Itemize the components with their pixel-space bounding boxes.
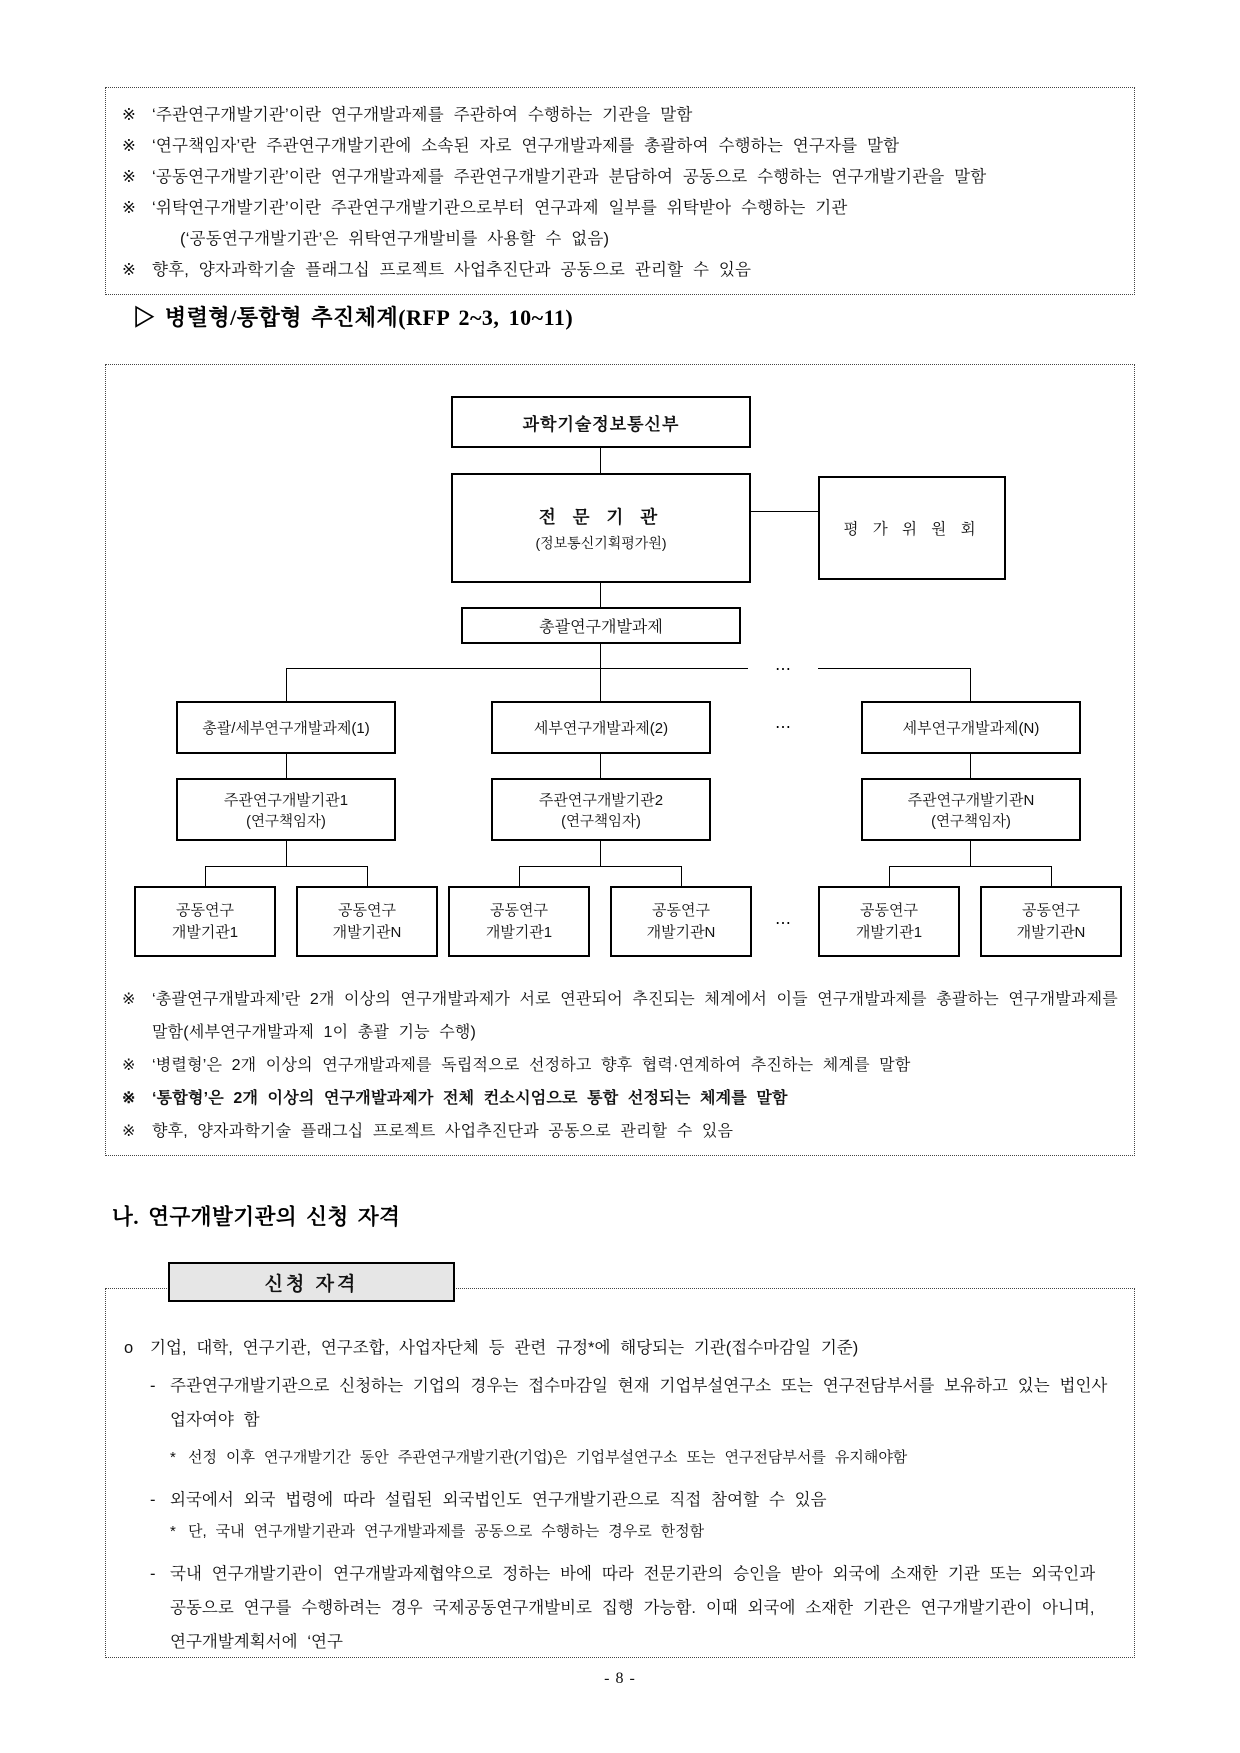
dash-bullet: - <box>150 1565 156 1583</box>
connector-line <box>970 841 971 866</box>
eligibility-item <box>150 1369 1116 1437</box>
eligibility-item <box>150 1483 1116 1517</box>
reference-mark: ※ <box>122 199 137 217</box>
chart-node-label: 개발기관N <box>1016 923 1086 941</box>
connector-line <box>1051 866 1052 886</box>
definition-text: ‘주관연구개발기관’이란 연구개발과제를 주관하여 수행하는 기관을 말함 <box>152 106 693 124</box>
chart-node-sublabel: (연구책임자) <box>561 813 641 830</box>
connector-line <box>681 866 682 886</box>
diagram-heading-text: 병렬형/통합형 추진체계(RFP 2~3, 10~11) <box>164 305 574 330</box>
eligibility-text: 기업, 대학, 연구기관, 연구조합, 사업자단체 등 관련 규정*에 해당되는 기관(접수마감일 기준) <box>150 1339 859 1357</box>
chart-node-sublabel: (연구책임자) <box>246 813 326 830</box>
chart-node-joint-org-1-N <box>296 886 438 957</box>
branch-ellipsis: ⋯ <box>775 661 793 678</box>
reference-mark: ※ <box>122 1123 136 1140</box>
eligibility-text: 단, 국내 연구개발기관과 연구개발과제를 공동으로 수행하는 경우로 한정함 <box>188 1523 705 1540</box>
triangle-bullet-icon: ▷ <box>133 305 156 330</box>
chart-node-joint-org-1-1 <box>134 886 276 957</box>
eligibility-subnote <box>170 1517 1116 1547</box>
connector-line <box>286 841 287 866</box>
chart-node-label: 개발기관1 <box>171 923 239 941</box>
branch-line <box>889 866 1051 867</box>
definition-line <box>122 193 1118 224</box>
branch-line <box>818 668 971 669</box>
chart-node-label: 세부연구개발과제(2) <box>533 720 669 737</box>
note-line <box>122 1115 1120 1148</box>
definition-line <box>122 131 1118 162</box>
reference-mark: ※ <box>122 1090 136 1107</box>
branch-line <box>286 668 748 669</box>
definitions-note-box <box>105 87 1135 295</box>
note-text: 향후, 양자과학기술 플래그십 프로젝트 사업추진단과 공동으로 관리할 수 있음 <box>152 1123 734 1140</box>
chart-node-master-project <box>461 607 741 644</box>
reference-mark: ※ <box>122 106 137 124</box>
chart-node-label: 공동연구 <box>338 901 396 919</box>
chart-node-lead-org-N <box>861 778 1081 841</box>
definition-text: ‘위탁연구개발기관’이란 주관연구개발기관으로부터 연구과제 일부를 위탁받아 수행하는 기관 <box>152 199 848 217</box>
note-text: ‘총괄연구개발과제’란 2개 이상의 연구개발과제가 서로 연관되어 추진되는 체계에서 이들 연구개발과제를 총괄하는 연구개발과제를 말함(세부연구개발과제 1이 총괄 기능 수행) <box>152 991 1118 1041</box>
note-line <box>122 1049 1120 1082</box>
asterisk-bullet: * <box>170 1449 176 1466</box>
chart-node-sublabel: (정보통신기획평가원) <box>535 534 667 551</box>
connector-line <box>600 644 601 668</box>
chart-node-lead-org-2 <box>491 778 711 841</box>
connector-line <box>600 668 601 701</box>
connector-line <box>519 866 520 886</box>
connector-line <box>205 866 206 886</box>
chart-node-label: 개발기관1 <box>855 923 923 941</box>
chart-node-label: 개발기관N <box>646 923 716 941</box>
connector-line <box>367 866 368 886</box>
eligibility-text: 선정 이후 연구개발기간 동안 주관연구개발기관(기업)은 기업부설연구소 또는 연구전담부서를 유지해야함 <box>188 1449 908 1466</box>
chart-node-label: 평 가 위 원 회 <box>843 521 981 538</box>
reference-mark: ※ <box>122 261 137 279</box>
definition-text: ‘공동연구개발기관’이란 연구개발과제를 주관연구개발기관과 분담하여 공동으로 수행하는 연구개발기관을 말함 <box>152 168 987 186</box>
definition-line <box>122 100 1118 131</box>
chart-node-joint-org-N-1 <box>818 886 960 957</box>
eligibility-text: 국내 연구개발기관이 연구개발과제협약으로 정하는 바에 따라 전문기관의 승인을 받아 외국에 소재한 기관 또는 외국인과 공동으로 연구를 수행하려는 경우 국제공동연구개발비로 집행 가능함. 이때 외국에 소재한 기관은 연구개발기관이 아니며, 연구개발계획서에 ‘연구 <box>170 1565 1096 1651</box>
chart-node-ministry <box>451 396 751 448</box>
chart-node-label: 전 문 기 관 <box>538 506 664 527</box>
connector-line <box>889 866 890 886</box>
chart-node-joint-org-2-1 <box>448 886 590 957</box>
chart-node-label: 공동연구 <box>490 901 548 919</box>
connector-line <box>286 668 287 701</box>
chart-node-label: 개발기관1 <box>485 923 553 941</box>
chart-node-label: 과학기술정보통신부 <box>522 414 680 434</box>
eligibility-text: 외국에서 외국 법령에 따라 설립된 외국법인도 연구개발기관으로 직접 참여할 수 있음 <box>170 1491 827 1509</box>
reference-mark: ※ <box>122 168 137 186</box>
chart-node-label: 공동연구 <box>652 901 710 919</box>
branch-line <box>519 866 681 867</box>
note-line-emphasized <box>122 1082 1120 1115</box>
structure-box <box>105 364 1135 1156</box>
reference-mark: ※ <box>122 991 136 1008</box>
eligibility-item <box>150 1557 1116 1659</box>
asterisk-bullet: * <box>170 1523 176 1540</box>
connector-line <box>600 841 601 866</box>
eligibility-label: 신청 자격 <box>168 1262 455 1302</box>
chart-node-joint-org-2-N <box>610 886 752 957</box>
connector-line <box>970 668 971 701</box>
definition-text: (‘공동연구개발기관’은 위탁연구개발비를 사용할 수 없음) <box>180 230 610 248</box>
section-heading: 나. 연구개발기관의 신청 자격 <box>112 1205 401 1229</box>
chart-node-label: 공동연구 <box>176 901 234 919</box>
chart-node-lead-org-1 <box>176 778 396 841</box>
reference-mark: ※ <box>122 137 137 155</box>
row-ellipsis: ⋯ <box>775 915 793 932</box>
definition-continuation-line <box>122 224 1118 255</box>
chart-node-label: 세부연구개발과제(N) <box>902 720 1040 737</box>
connector-line <box>600 583 601 607</box>
connector-line <box>286 754 287 778</box>
chart-node-label: 총괄연구개발과제 <box>539 619 663 636</box>
branch-line <box>205 866 367 867</box>
eligibility-text: 주관연구개발기관으로 신청하는 기업의 경우는 접수마감일 현재 기업부설연구소 또는 연구전담부서를 보유하고 있는 법인사업자여야 함 <box>170 1377 1108 1429</box>
chart-node-label: 총괄/세부연구개발과제(1) <box>202 720 370 737</box>
chart-node-agency <box>451 473 751 583</box>
eligibility-box <box>105 1288 1135 1658</box>
connector-line <box>600 448 601 473</box>
note-text: ‘통합형’은 2개 이상의 연구개발과제가 전체 컨소시엄으로 통합 선정되는 체계를 말함 <box>152 1090 788 1107</box>
dash-bullet: - <box>150 1377 156 1395</box>
connector-line <box>600 754 601 778</box>
chart-node-label: 공동연구 <box>860 901 918 919</box>
connector-line <box>970 754 971 778</box>
chart-node-sublabel: (연구책임자) <box>931 813 1011 830</box>
chart-node-subproject-N <box>861 701 1081 754</box>
chart-node-joint-org-N-N <box>980 886 1122 957</box>
chart-node-label: 주관연구개발기관2 <box>538 791 664 809</box>
chart-node-committee <box>818 476 1006 580</box>
definition-line <box>122 255 1118 286</box>
org-chart <box>106 365 1134 977</box>
eligibility-subnote <box>170 1443 1116 1473</box>
definition-text: 향후, 양자과학기술 플래그십 프로젝트 사업추진단과 공동으로 관리할 수 있음 <box>152 261 752 279</box>
connector-line <box>751 511 818 512</box>
row-ellipsis: ⋯ <box>775 719 793 736</box>
note-line <box>122 983 1120 1049</box>
chart-node-label: 공동연구 <box>1022 901 1080 919</box>
chart-node-label: 개발기관N <box>332 923 402 941</box>
dash-bullet: - <box>150 1491 156 1509</box>
chart-node-label: 주관연구개발기관N <box>907 791 1035 809</box>
chart-node-label: 주관연구개발기관1 <box>223 791 349 809</box>
definition-text: ‘연구책임자’란 주관연구개발기관에 소속된 자로 연구개발과제를 총괄하여 수행하는 연구자를 말함 <box>152 137 900 155</box>
diagram-heading <box>133 301 573 332</box>
note-text: ‘병렬형’은 2개 이상의 연구개발과제를 독립적으로 선정하고 향후 협력·연계하여 추진하는 체계를 말함 <box>152 1057 911 1074</box>
chart-node-subproject-2 <box>491 701 711 754</box>
definition-line <box>122 162 1118 193</box>
page-number: - 8 - <box>604 1670 636 1687</box>
structure-notes <box>122 983 1120 1148</box>
chart-node-subproject-1 <box>176 701 396 754</box>
circle-bullet: o <box>124 1339 134 1357</box>
eligibility-item <box>124 1331 1116 1365</box>
reference-mark: ※ <box>122 1057 136 1074</box>
